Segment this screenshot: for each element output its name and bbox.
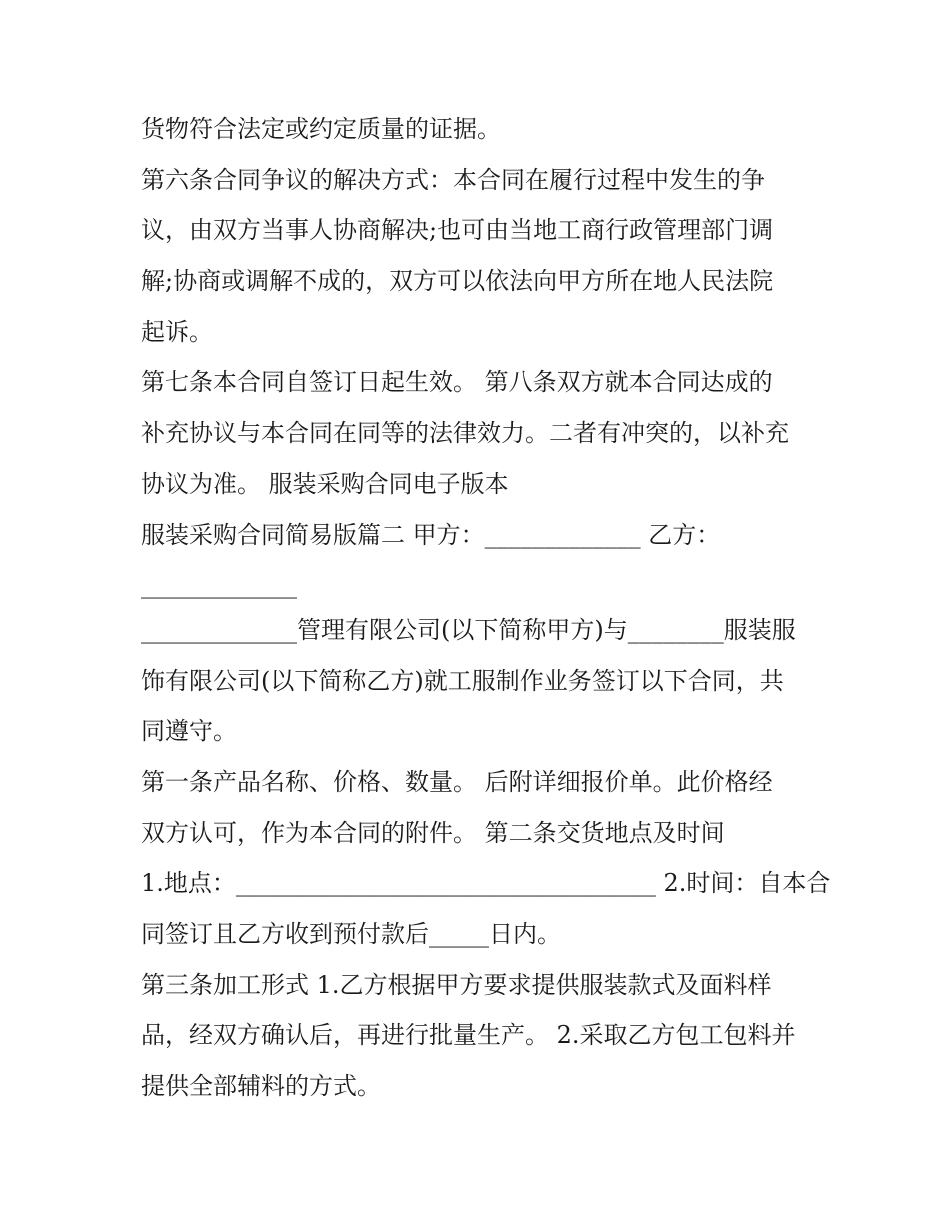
text-line: 提供全部辅料的方式。 (141, 1072, 381, 1100)
text-line: 第三条加工形式 1.乙方根据甲方要求提供服装款式及面料样 (141, 971, 772, 999)
text-line: 解;协商或调解不成的，双方可以依法向甲方所在地人民法院 (141, 267, 774, 295)
text-line: 服装采购合同简易版篇二 甲方：_____________ 乙方： (141, 521, 721, 549)
text-line: _____________管理有限公司(以下简称甲方)与________服装服 (141, 616, 796, 644)
text-line: 同签订且乙方收到预付款后_____日内。 (141, 920, 561, 948)
text-line: _____________ (141, 571, 297, 599)
text-line: 补充协议与本合同在同等的法律效力。二者有冲突的，以补充 (141, 419, 789, 447)
text-line: 品，经双方确认后，再进行批量生产。 2.采取乙方包工包料并 (141, 1021, 796, 1049)
text-line: 第一条产品名称、价格、数量。 后附详细报价单。此价格经 (141, 768, 773, 796)
text-line: 饰有限公司(以下简称乙方)就工服制作业务签订以下合同，共 (141, 667, 784, 695)
text-line: 起诉。 (141, 318, 213, 346)
text-line: 第六条合同争议的解决方式：本合同在履行过程中发生的争 (141, 166, 765, 194)
text-line: 1.地点：___________________________________ 2.时间：自本合 (141, 869, 831, 897)
text-line: 货物符合法定或约定质量的证据。 (141, 115, 501, 143)
text-line: 双方认可，作为本合同的附件。 第二条交货地点及时间 (141, 819, 725, 847)
text-line: 议，由双方当事人协商解决;也可由当地工商行政管理部门调 (141, 216, 774, 244)
text-line: 同遵守。 (141, 717, 237, 745)
text-line: 协议为准。 服装采购合同电子版本 (141, 470, 509, 498)
text-line: 第七条本合同自签订日起生效。 第八条双方就本合同达成的 (141, 368, 773, 396)
